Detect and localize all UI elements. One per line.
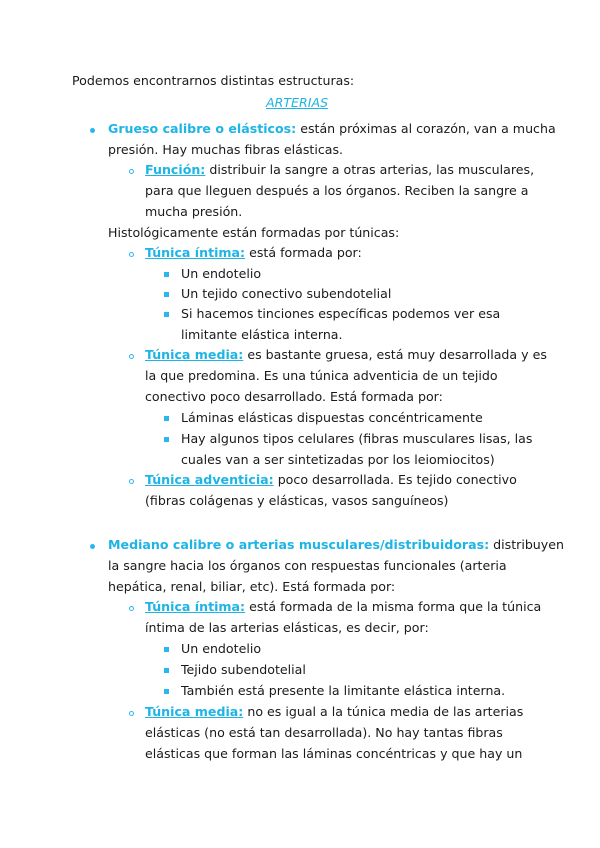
bullet-circle-icon	[129, 354, 134, 359]
histology-text: Histológicamente están formadas por túnicas:	[108, 225, 400, 240]
media-line	[145, 344, 547, 365]
adventicia-label: Túnica adventicia:	[145, 472, 274, 487]
funcion-text: distribuir la sangre a otras arterias, las musculares,	[205, 162, 535, 177]
adventicia-text: poco desarrollada. Es tejido conectivo	[273, 472, 517, 487]
bullet-circle-icon	[129, 252, 134, 257]
adventicia-line	[145, 469, 517, 490]
list-item: Un endotelio	[181, 266, 262, 281]
media-text-line: conectivo poco desarrollado. Está formada por:	[145, 389, 443, 404]
intima-label: Túnica íntima:	[145, 245, 246, 260]
bullet-circle-icon	[129, 606, 134, 611]
list-item-cont: cuales van a ser sintetizadas por los leiomiocitos)	[181, 452, 495, 467]
bullet-square-icon	[164, 668, 169, 673]
funcion-text-line: para que lleguen después a los órganos. Reciben la sangre a	[145, 183, 529, 198]
media-label: Túnica media:	[145, 704, 244, 719]
media-text: no es igual a la túnica media de las arterias	[243, 704, 524, 719]
media-text-line: la que predomina. Es una túnica adventicia de un tejido	[145, 368, 498, 383]
intima-line	[145, 242, 362, 263]
list-item: Tejido subendotelial	[181, 662, 306, 677]
intima-label: Túnica íntima:	[145, 599, 246, 614]
bullet-circle-icon	[129, 169, 134, 174]
elastic-text-line: presión. Hay muchas fibras elásticas.	[108, 142, 344, 157]
bullet-square-icon	[164, 689, 169, 694]
elastic-paragraph-line	[108, 118, 556, 139]
list-item: Láminas elásticas dispuestas concéntricamente	[181, 410, 483, 425]
intima-text: está formada de la misma forma que la túnica	[245, 599, 542, 614]
bullet-disc-icon	[90, 544, 95, 549]
muscular-text-line: hepática, renal, biliar, etc). Está formada por:	[108, 579, 396, 594]
list-item: También está presente la limitante elástica interna.	[181, 683, 506, 698]
media-label: Túnica media:	[145, 347, 244, 362]
muscular-text-line: la sangre hacia los órganos con respuestas funcionales (arteria	[108, 558, 507, 573]
intro-text: Podemos encontrarnos distintas estructuras:	[72, 73, 355, 88]
bullet-square-icon	[164, 292, 169, 297]
bullet-square-icon	[164, 437, 169, 442]
bullet-square-icon	[164, 272, 169, 277]
muscular-text: distribuyen	[489, 537, 564, 552]
bullet-circle-icon	[129, 711, 134, 716]
funcion-text-line: mucha presión.	[145, 204, 243, 219]
list-item: Si hacemos tinciones específicas podemos ver esa	[181, 306, 501, 321]
elastic-label: Grueso calibre o elásticos:	[108, 121, 297, 136]
section-title: ARTERIAS	[266, 95, 329, 110]
list-item: Un tejido conectivo subendotelial	[181, 286, 392, 301]
media-line	[145, 701, 523, 722]
list-item: Hay algunos tipos celulares (fibras musculares lisas, las	[181, 431, 533, 446]
muscular-paragraph-line	[108, 534, 564, 555]
list-item: Un endotelio	[181, 641, 262, 656]
intima-text-line: íntima de las arterias elásticas, es decir, por:	[145, 620, 429, 635]
muscular-label: Mediano calibre o arterias musculares/distribuidoras:	[108, 537, 490, 552]
media-text-line: elásticas que forman las láminas concéntricas y que hay un	[145, 746, 523, 761]
funcion-line	[145, 159, 534, 180]
bullet-square-icon	[164, 647, 169, 652]
intima-line	[145, 596, 541, 617]
media-text-line: elásticas (no está tan desarrollada). No hay tantas fibras	[145, 725, 503, 740]
intima-text: está formada por:	[245, 245, 362, 260]
funcion-label: Función:	[145, 162, 206, 177]
elastic-text: están próximas al corazón, van a mucha	[296, 121, 556, 136]
bullet-disc-icon	[90, 128, 95, 133]
bullet-circle-icon	[129, 479, 134, 484]
list-item-cont: limitante elástica interna.	[181, 327, 343, 342]
bullet-square-icon	[164, 312, 169, 317]
bullet-square-icon	[164, 416, 169, 421]
adventicia-text-line: (fibras colágenas y elásticas, vasos sanguíneos)	[145, 493, 449, 508]
media-text: es bastante gruesa, está muy desarrollada y es	[243, 347, 547, 362]
